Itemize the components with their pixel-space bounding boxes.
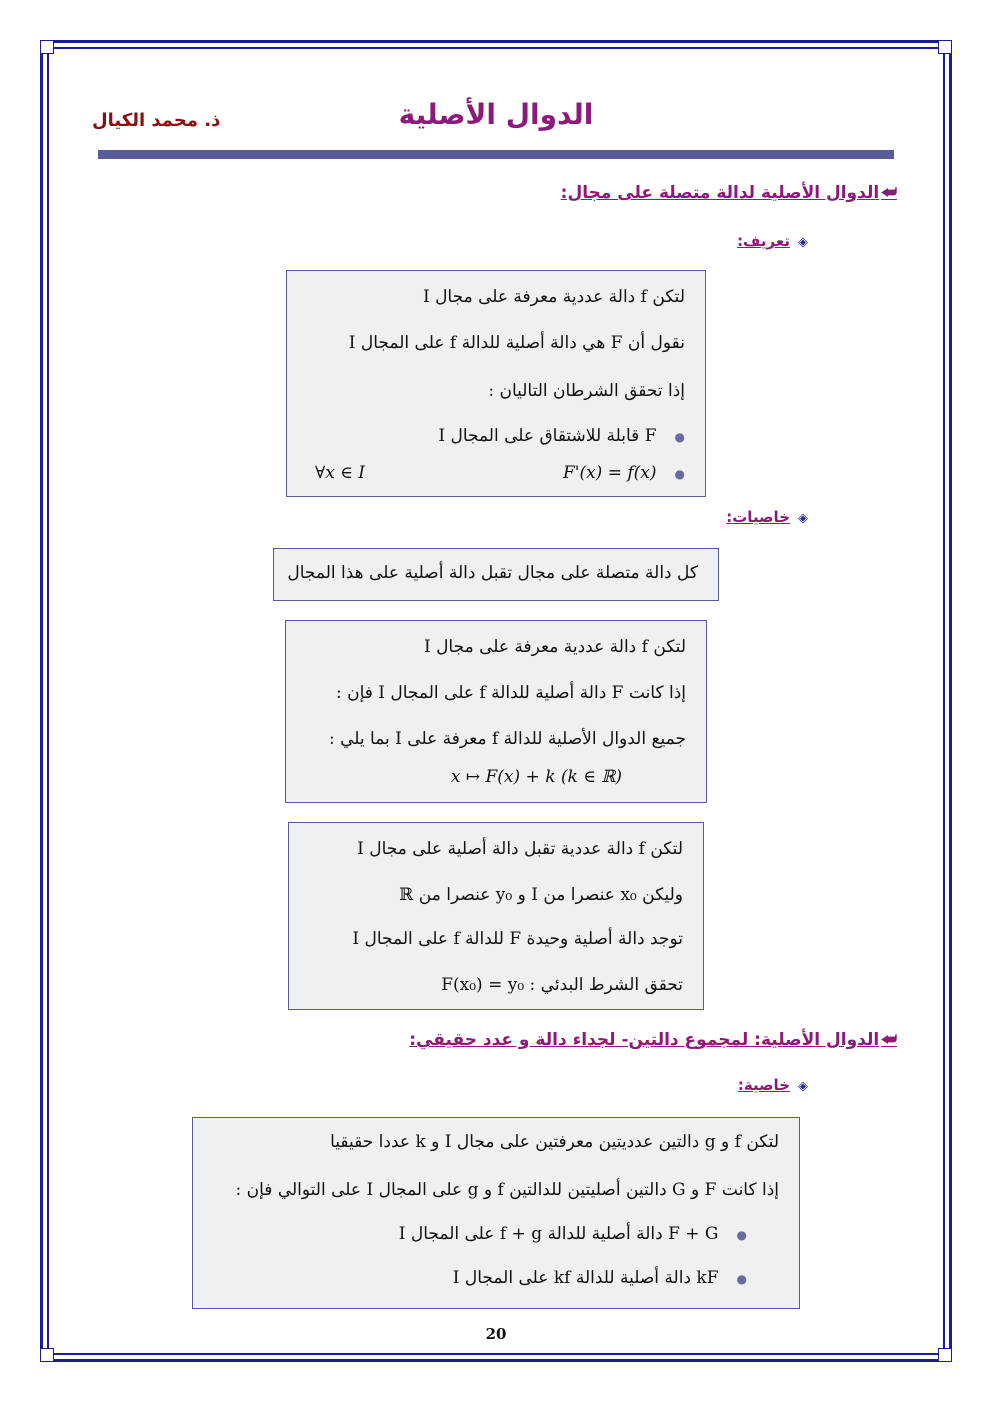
property-bullet bbox=[453, 1268, 747, 1288]
definition-box bbox=[286, 270, 706, 497]
definition-bullet bbox=[563, 463, 685, 483]
definition-label: تعريف: bbox=[737, 232, 790, 250]
property-formula: x ↦ F(x) + k (k ∈ ℝ) bbox=[450, 767, 622, 787]
property-line: كل دالة متصلة على مجال تقبل دالة أصلية على هذا المجال bbox=[287, 563, 698, 583]
property-box-4 bbox=[192, 1117, 800, 1309]
property-line: جميع الدوال الأصلية للدالة f معرفة على I بما يلي : bbox=[328, 729, 686, 749]
page-title: الدوال الأصلية bbox=[398, 98, 594, 131]
definition-line: نقول أن F هي دالة أصلية للدالة f على المجال I bbox=[348, 333, 685, 353]
bullet-icon: ● bbox=[674, 430, 685, 444]
property-line: إذا كانت F و G دالتين أصليتين للدالتين f و g على المجال I على التوالي فإن : bbox=[235, 1180, 779, 1200]
diamond-icon: ◈ bbox=[798, 235, 808, 250]
frame-corner bbox=[938, 40, 952, 54]
section-heading-label: الدوال الأصلية لدالة متصلة على مجال: bbox=[560, 183, 880, 203]
property-bullet bbox=[399, 1224, 747, 1244]
bullet-text: F قابلة للاشتقاق على المجال I bbox=[438, 426, 657, 446]
quantifier: ∀x ∈ I bbox=[315, 463, 365, 483]
property-line: لتكن f دالة عددية معرفة على مجال I bbox=[423, 637, 686, 657]
frame-corner bbox=[40, 40, 54, 54]
definition-heading bbox=[737, 232, 808, 250]
header-rule bbox=[98, 150, 894, 159]
property-line: لتكن f دالة عددية تقبل دالة أصلية على مجال I bbox=[357, 839, 683, 859]
diamond-icon: ◈ bbox=[798, 511, 808, 526]
property-line: لتكن f و g دالتين عدديتين معرفتين على مجال I و k عددا حقيقيا bbox=[330, 1132, 779, 1152]
diamond-icon: ◈ bbox=[798, 1079, 808, 1094]
property-box-1 bbox=[273, 548, 719, 601]
properties-heading bbox=[726, 508, 808, 526]
bullet-icon: ● bbox=[736, 1228, 747, 1242]
definition-line: إذا تحقق الشرطان التاليان : bbox=[488, 381, 685, 401]
page-number: 20 bbox=[485, 1325, 507, 1343]
property-line: توجد دالة أصلية وحيدة F للدالة f على المجال I bbox=[352, 929, 683, 949]
bullet-text: kF دالة أصلية للدالة kf على المجال I bbox=[452, 1268, 719, 1288]
property-box-2 bbox=[285, 620, 707, 803]
bullet-icon: ● bbox=[736, 1272, 747, 1286]
return-arrow-icon: ⮨ bbox=[881, 183, 897, 203]
frame-corner bbox=[40, 1348, 54, 1362]
property-line: وليكن x₀ عنصرا من I و y₀ عنصرا من ℝ bbox=[399, 885, 683, 905]
section-heading-label: الدوال الأصلية: لمجموع دالتين- لجداء دالة و عدد حقيقي: bbox=[409, 1030, 880, 1050]
definition-bullet bbox=[438, 426, 685, 446]
property-heading bbox=[738, 1076, 808, 1094]
bullet-formula: F'(x) = f(x) bbox=[562, 463, 657, 483]
properties-label: خاصيات: bbox=[726, 508, 790, 526]
definition-line: لتكن f دالة عددية معرفة على مجال I bbox=[422, 287, 685, 307]
section-heading-sum-product bbox=[409, 1030, 897, 1050]
property-line: تحقق الشرط البدئي : F(x₀) = y₀ bbox=[441, 975, 683, 995]
return-arrow-icon: ⮨ bbox=[881, 1030, 897, 1050]
author-name: ذ. محمد الكيال bbox=[92, 110, 221, 131]
frame-corner bbox=[938, 1348, 952, 1362]
property-line: إذا كانت F دالة أصلية للدالة f على المجال I فإن : bbox=[335, 683, 686, 703]
property-label: خاصية: bbox=[737, 1076, 790, 1094]
section-heading-continuous bbox=[561, 183, 897, 203]
property-box-3 bbox=[288, 822, 704, 1010]
bullet-text: F + G دالة أصلية للدالة f + g على المجال I bbox=[398, 1224, 719, 1244]
bullet-icon: ● bbox=[674, 467, 685, 481]
